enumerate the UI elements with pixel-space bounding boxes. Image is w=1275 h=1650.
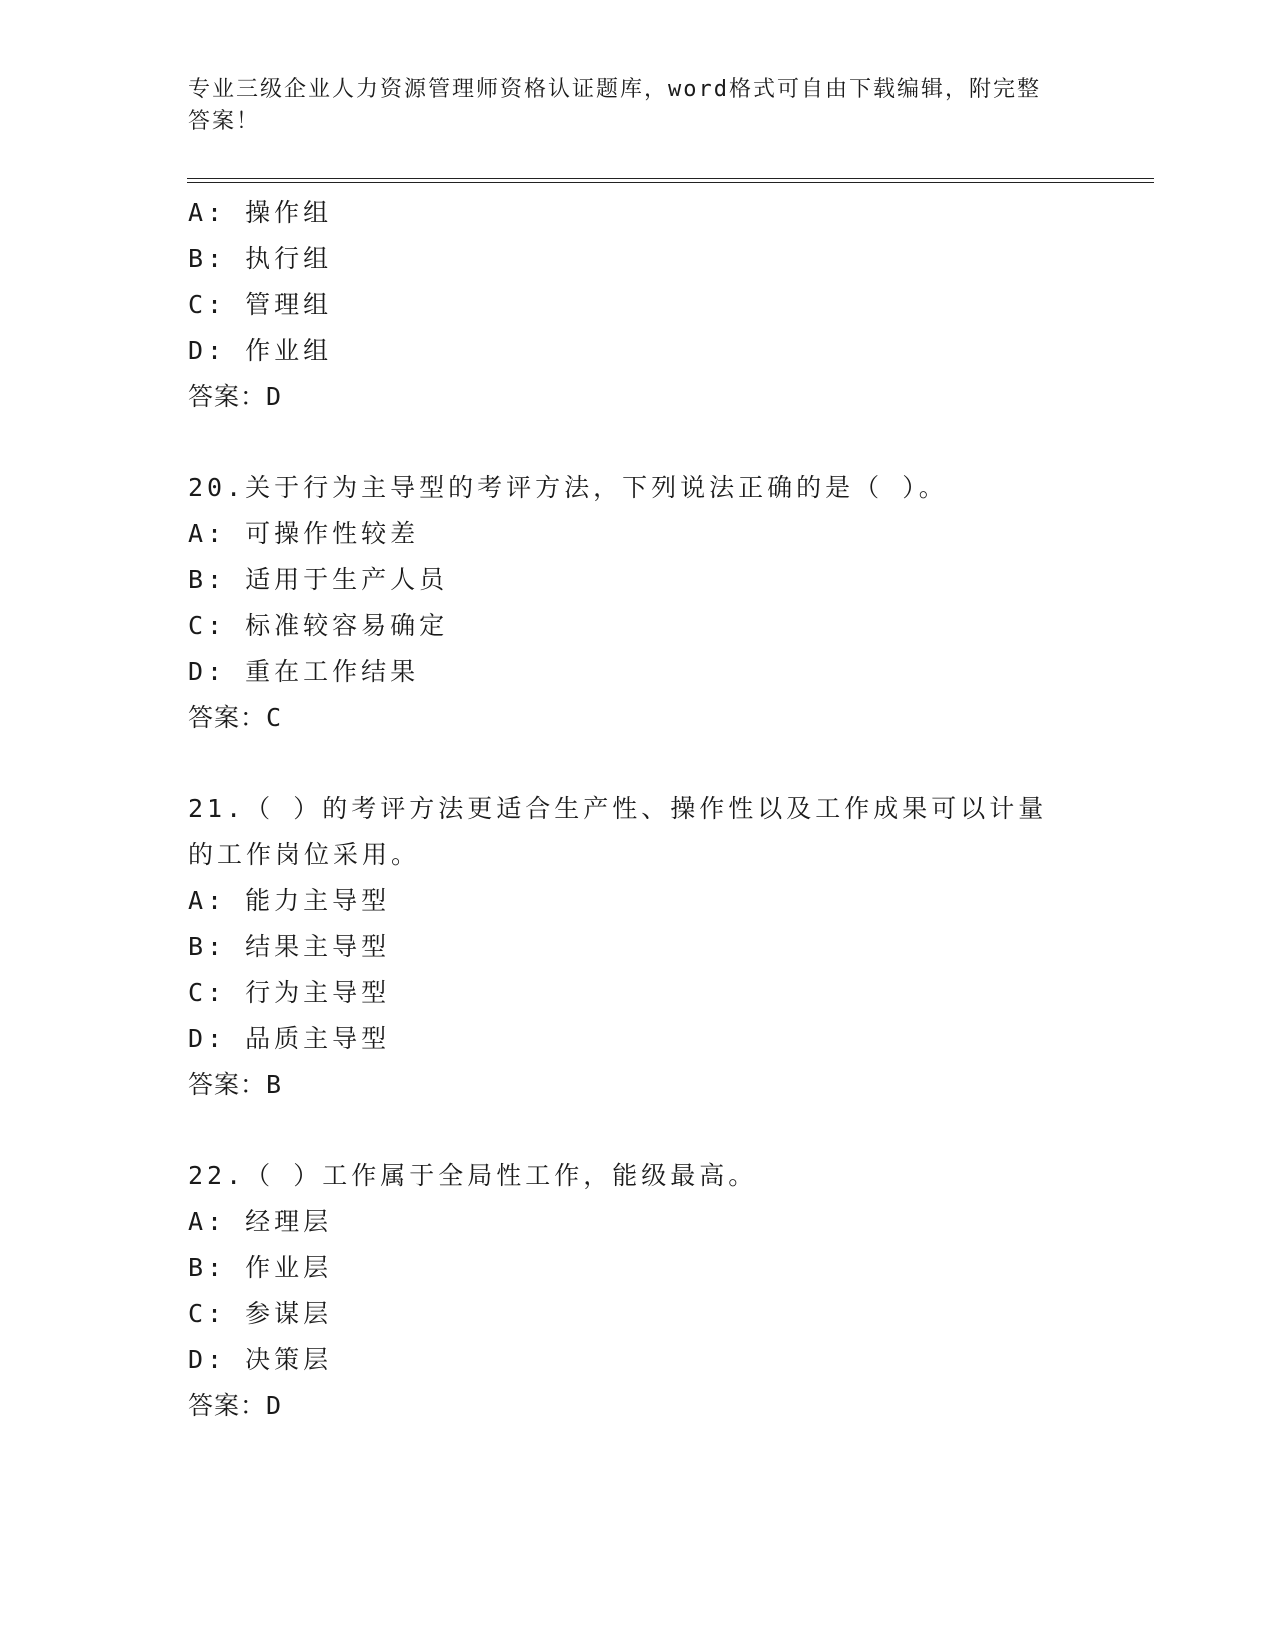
question-stem: 20.关于行为主导型的考评方法，下列说法正确的是（ ）。	[188, 473, 948, 502]
question-stem: 22.（ ）工作属于全局性工作，能级最高。	[188, 1161, 758, 1190]
question-stem-continued: 的工作岗位采用。	[188, 840, 421, 869]
question-19	[188, 190, 1148, 420]
header-divider-top	[187, 178, 1154, 179]
question-20	[188, 465, 1148, 741]
question-21	[188, 786, 1148, 1108]
header-line-1: 专业三级企业人力资源管理师资格认证题库，word格式可自由下载编辑，附完整	[188, 77, 1041, 102]
option-d: D: 品质主导型	[188, 1024, 391, 1053]
question-22	[188, 1153, 1148, 1429]
option-b: B: 执行组	[188, 244, 333, 273]
question-list	[188, 190, 1148, 1429]
option-c: C: 参谋层	[188, 1299, 333, 1328]
option-c: C: 管理组	[188, 290, 333, 319]
answer: 答案：D	[188, 1391, 283, 1420]
option-d: D: 决策层	[188, 1345, 333, 1374]
option-d: D: 作业组	[188, 336, 333, 365]
option-a: A: 经理层	[188, 1207, 333, 1236]
option-b: B: 适用于生产人员	[188, 565, 449, 594]
header-divider-bottom	[187, 182, 1154, 183]
answer: 答案：B	[188, 1070, 283, 1099]
header-line-2: 答案！	[188, 109, 261, 134]
option-b: B: 结果主导型	[188, 932, 391, 961]
answer: 答案：C	[188, 703, 283, 732]
question-stem: 21.（ ）的考评方法更适合生产性、操作性以及工作成果可以计量	[188, 794, 1048, 823]
answer: 答案：D	[188, 382, 283, 411]
option-d: D: 重在工作结果	[188, 657, 420, 686]
option-a: A: 能力主导型	[188, 886, 391, 915]
option-c: C: 标准较容易确定	[188, 611, 449, 640]
option-b: B: 作业层	[188, 1253, 333, 1282]
document-header	[188, 74, 1088, 138]
option-a: A: 可操作性较差	[188, 519, 420, 548]
option-a: A: 操作组	[188, 198, 333, 227]
option-c: C: 行为主导型	[188, 978, 391, 1007]
